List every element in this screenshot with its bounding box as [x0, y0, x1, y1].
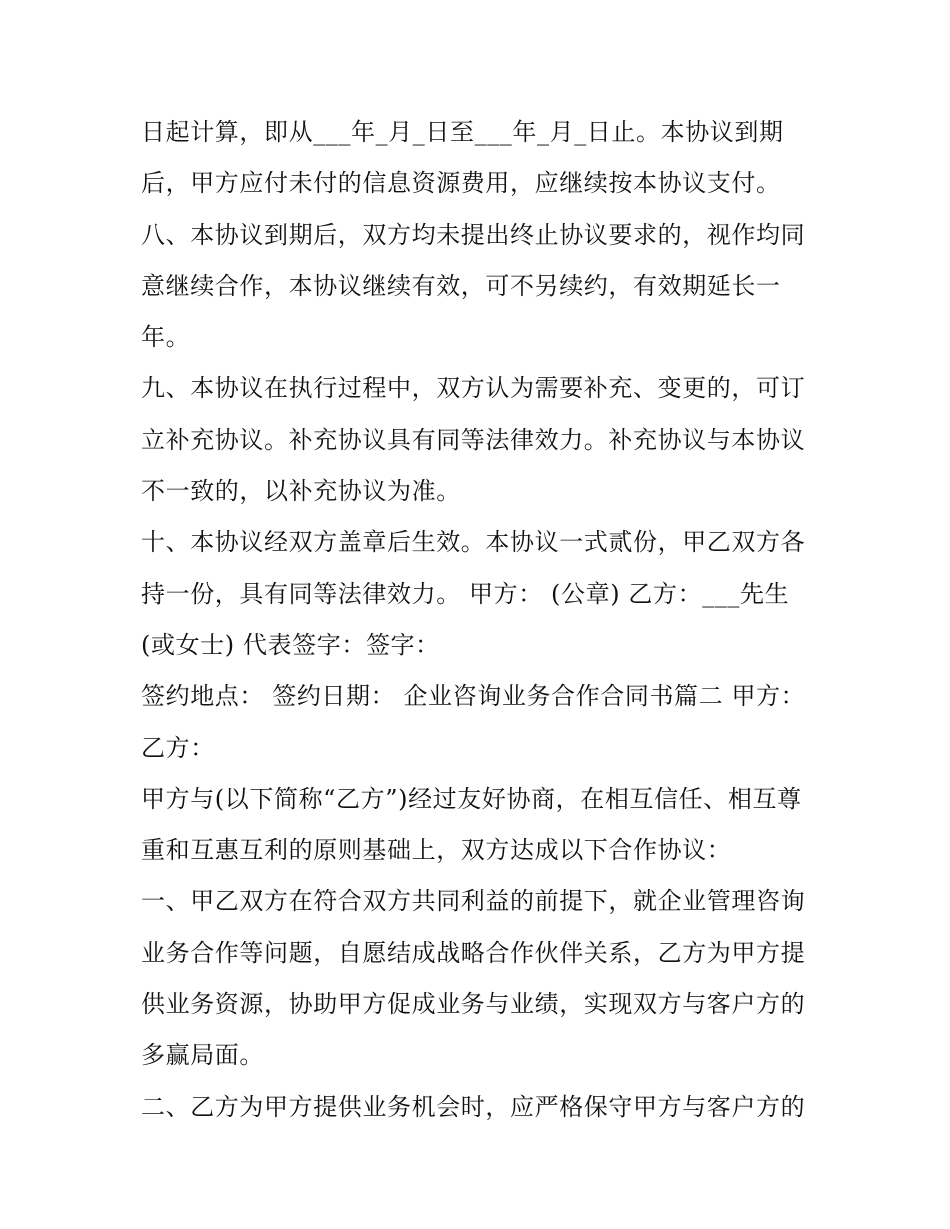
text-line: 供业务资源，协助甲方促成业务与业绩，实现双方与客户方的: [141, 990, 806, 1019]
text-line: 九、本协议在执行过程中，双方认为需要补充、变更的，可订: [141, 374, 806, 403]
text-line: 乙方：: [141, 733, 215, 762]
text-line: 意继续合作，本协议继续有效，可不另续约，有效期延长一: [141, 271, 781, 300]
text-line: 二、乙方为甲方提供业务机会时，应严格保守甲方与客户方的: [141, 1092, 806, 1121]
text-line: 多赢局面。: [141, 1041, 264, 1070]
text-line: 立补充协议。补充协议具有同等法律效力。补充协议与本协议: [141, 425, 806, 454]
text-line: 十、本协议经双方盖章后生效。本协议一式贰份，甲乙双方各: [141, 528, 806, 557]
text-line: 甲方与(以下简称“乙方”)经过友好协商，在相互信任、相互尊: [141, 784, 802, 813]
text-line: 业务合作等问题，自愿结成战略合作伙伴关系，乙方为甲方提: [141, 938, 806, 967]
text-line: 持一份，具有同等法律效力。 甲方： (公章) 乙方：___先生: [141, 579, 790, 608]
text-line: (或女士) 代表签字：签字：: [141, 630, 440, 659]
text-line: 年。: [141, 323, 191, 352]
text-line: 八、本协议到期后，双方均未提出终止协议要求的，视作均同: [141, 220, 806, 249]
text-line: 日起计算，即从___年_月_日至___年_月_日止。本协议到期: [141, 118, 784, 146]
text-line: 不一致的，以补充协议为准。: [141, 477, 461, 506]
text-line: 一、甲乙双方在符合双方共同利益的前提下，就企业管理咨询: [141, 887, 806, 916]
document-body: [141, 107, 821, 1133]
text-line: 签约地点： 签约日期： 企业咨询业务合作合同书篇二 甲方：: [141, 682, 806, 711]
text-line: 后，甲方应付未付的信息资源费用，应继续按本协议支付。: [141, 169, 781, 198]
text-line: 重和互惠互利的原则基础上，双方达成以下合作协议：: [141, 836, 732, 865]
